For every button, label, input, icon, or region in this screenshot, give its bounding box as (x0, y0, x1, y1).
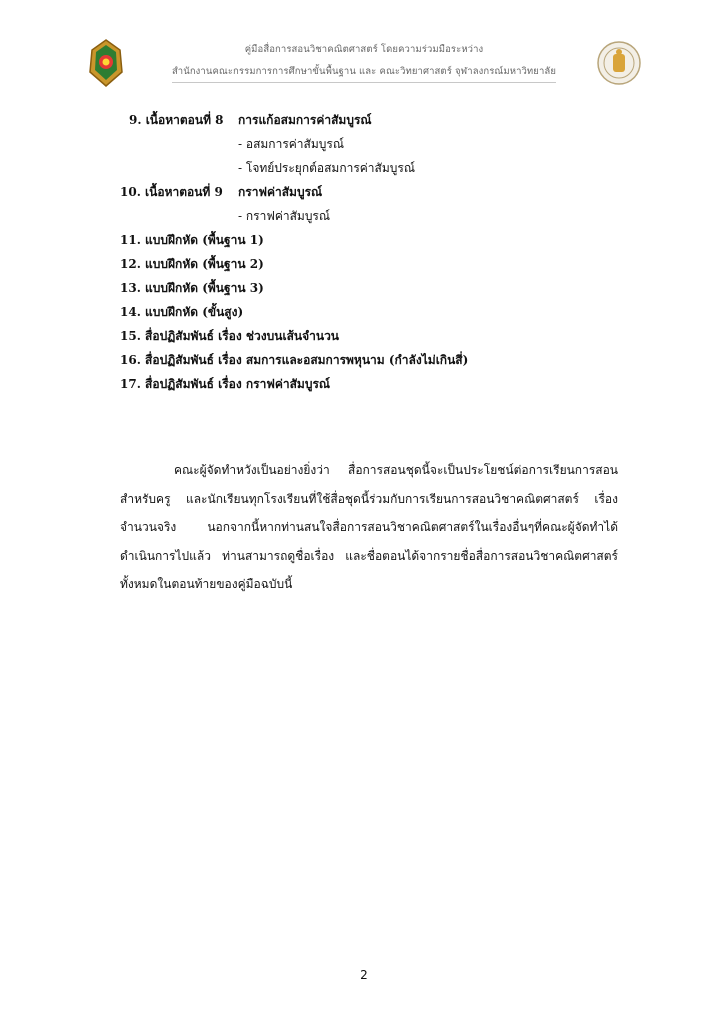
item-topic: การแก้อสมการค่าสัมบูรณ์ (238, 113, 372, 127)
item-text: 16. สื่อปฏิสัมพันธ์ เรื่อง สมการและอสมการพหุนาม (กำลังไม่เกินสี่) (120, 353, 469, 367)
sub-item-text: - กราฟค่าสัมบูรณ์ (238, 209, 331, 223)
header-line-1: คู่มือสื่อการสอนวิชาคณิตศาสตร์ โดยความร่วมมือระหว่าง (244, 44, 484, 55)
list-item (120, 276, 640, 300)
item-text: 10. เนื้อหาตอนที่ 9 (120, 185, 223, 199)
item-text: 11. แบบฝึกหัด (พื้นฐาน 1) (120, 233, 264, 247)
sub-item (120, 156, 640, 180)
page-header (0, 0, 728, 100)
header-line-2: สำนักงานคณะกรรมการการศึกษาขั้นพื้นฐาน และ คณะวิทยาศาสตร์ จุฬาลงกรณ์มหาวิทยาลัย (0, 64, 728, 83)
sub-item (120, 132, 640, 156)
item-text: 15. สื่อปฏิสัมพันธ์ เรื่อง ช่วงบนเส้นจำนวน (120, 329, 340, 343)
body-paragraph: คณะผู้จัดทำหวังเป็นอย่างยิ่งว่า สื่อการสอนชุดนี้จะเป็นประโยชน์ต่อการเรียนการสอน สำหรับครู และนักเรียนทุกโรงเรียนที่ใช้สื่อชุดนี้ร่วมกับการเรียนการสอนวิชาคณิตศาสตร์ เรื่อง จำนวนจริง นอกจากนี้หากท่านสนใจสื่อการสอนวิชาคณิตศาสตร์ในเรื่องอื่นๆที่คณะผู้จัดทำได้ ดำเนินการไปแล้ว ท่านสามารถดูชื่อเรื่อง และชื่อตอนได้จากรายชื่อสื่อการสอนวิชาคณิตศาสตร์ ทั้งหมดในตอนท้ายของคู่มือฉบับนี้ (120, 463, 618, 591)
list-item (120, 300, 640, 324)
item-text: 13. แบบฝึกหัด (พื้นฐาน 3) (120, 281, 264, 295)
sub-item (120, 204, 640, 228)
list-item (120, 228, 640, 252)
item-text: 14. แบบฝึกหัด (ขั้นสูง) (120, 305, 244, 319)
content-list (120, 108, 640, 396)
list-item (120, 348, 640, 372)
chulalongkorn-seal-icon (596, 40, 642, 86)
item-text: 17. สื่อปฏิสัมพันธ์ เรื่อง กราฟค่าสัมบูรณ์ (120, 377, 331, 391)
sub-item-text: - โจทย์ประยุกต์อสมการค่าสัมบูรณ์ (238, 161, 415, 175)
item-text: 12. แบบฝึกหัด (พื้นฐาน 2) (120, 257, 264, 271)
list-item (120, 108, 640, 132)
item-text: 9. เนื้อหาตอนที่ 8 (129, 113, 224, 127)
list-item (120, 324, 640, 348)
list-item (120, 372, 640, 396)
sub-item-text: - อสมการค่าสัมบูรณ์ (238, 137, 344, 151)
item-topic: กราฟค่าสัมบูรณ์ (238, 185, 323, 199)
list-item (120, 252, 640, 276)
list-item (120, 180, 640, 204)
page-number: 2 (360, 968, 368, 982)
